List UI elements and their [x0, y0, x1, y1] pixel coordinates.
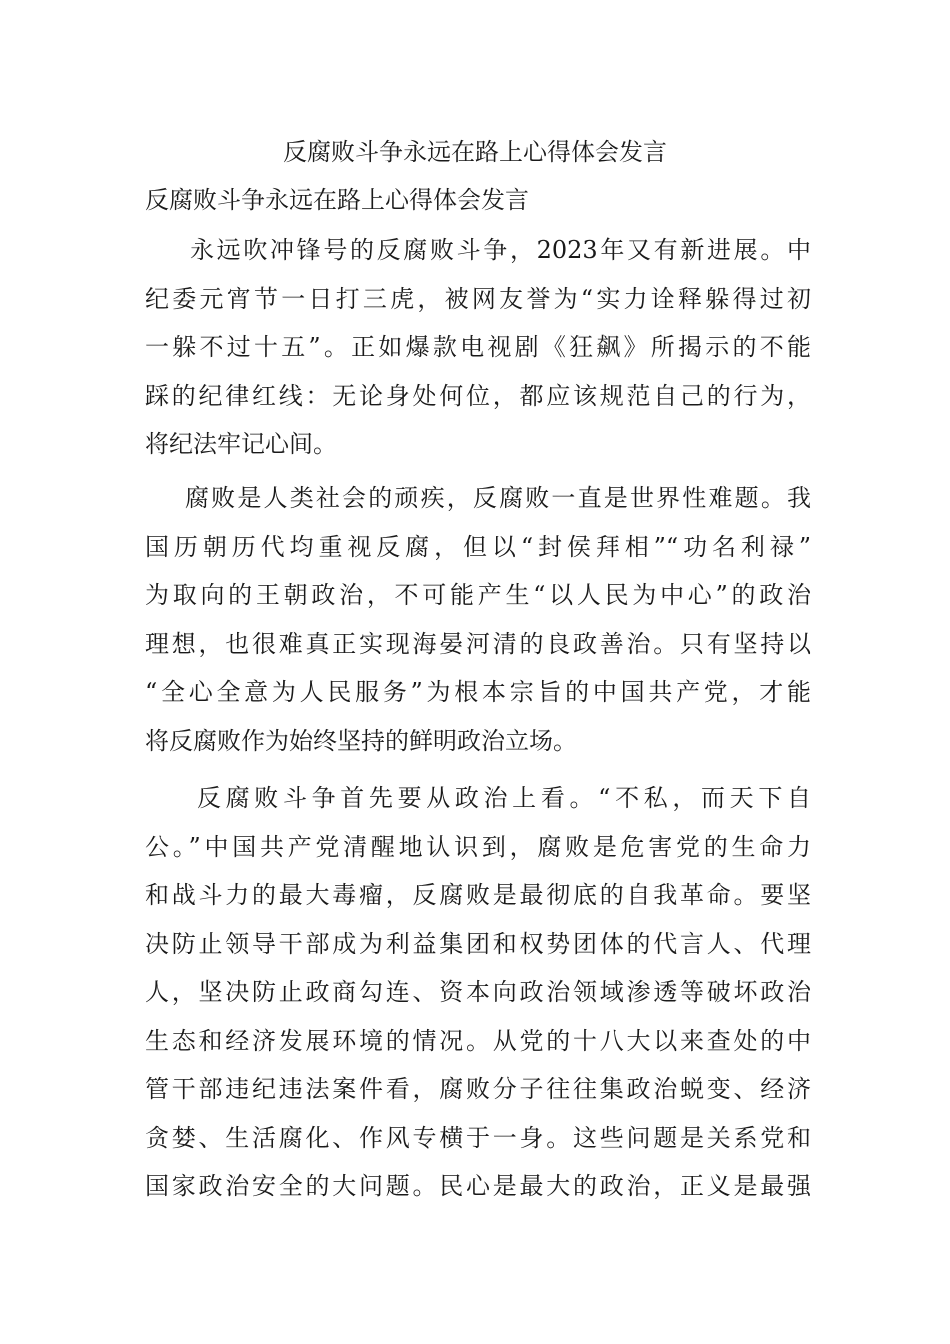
paragraph-line: 纪委元宵节一日打三虎，被网友誉为“实力诠释躲得过初 — [145, 284, 811, 313]
paragraph-line: 公。”中国共产党清醒地认识到，腐败是危害党的生命力 — [145, 832, 811, 861]
paragraph-line: 国家政治安全的大问题。民心是最大的政治，正义是最强 — [145, 1172, 811, 1200]
paragraph-line: 一躲不过十五”。正如爆款电视剧《狂飙》所揭示的不能 — [145, 333, 811, 361]
paragraph-line: 国历朝历代均重视反腐，但以“封侯拜相”“功名利禄” — [145, 532, 811, 561]
paragraph-line: 贪婪、生活腐化、作风专横于一身。这些问题是关系党和 — [145, 1123, 811, 1152]
paragraph-line: 生态和经济发展环境的情况。从党的十八大以来查处的中 — [145, 1026, 811, 1055]
paragraph-line: 和战斗力的最大毒瘤，反腐败是最彻底的自我革命。要坚 — [145, 881, 811, 909]
document-subtitle: 反腐败斗争永远在路上心得体会发言 — [145, 186, 529, 214]
paragraph-line: 腐败是人类社会的顽疾，反腐败一直是世界性难题。我 — [185, 484, 811, 512]
paragraph-1 — [145, 226, 811, 469]
paragraph-line: 决防止领导干部成为利益集团和权势团体的代言人、代理 — [145, 929, 811, 958]
document-title: 反腐败斗争永远在路上心得体会发言 — [283, 138, 667, 166]
paragraph-2 — [145, 474, 811, 765]
paragraph-line: 理想，也很难真正实现海晏河清的良政善治。只有坚持以 — [145, 629, 811, 658]
paragraph-line: 永远吹冲锋号的反腐败斗争，2023年又有新进展。中 — [190, 236, 811, 264]
paragraph-line: 将反腐败作为始终坚持的鲜明政治立场。 — [145, 726, 577, 755]
paragraph-line: 管干部违纪违法案件看，腐败分子往往集政治蜕变、经济 — [145, 1075, 811, 1103]
paragraph-line: 人，坚决防止政商勾连、资本向政治领域渗透等破坏政治 — [145, 978, 811, 1006]
paragraph-line: 将纪法牢记心间。 — [145, 430, 337, 458]
paragraph-line: 反腐败斗争首先要从政治上看。“不私，而天下自 — [197, 784, 811, 812]
paragraph-line: “全心全意为人民服务”为根本宗旨的中国共产党，才能 — [145, 678, 811, 706]
paragraph-3 — [145, 774, 811, 1211]
paragraph-line: 为取向的王朝政治，不可能产生“以人民为中心”的政治 — [145, 581, 811, 609]
paragraph-line: 踩的纪律红线：无论身处何位，都应该规范自己的行为， — [145, 381, 811, 410]
